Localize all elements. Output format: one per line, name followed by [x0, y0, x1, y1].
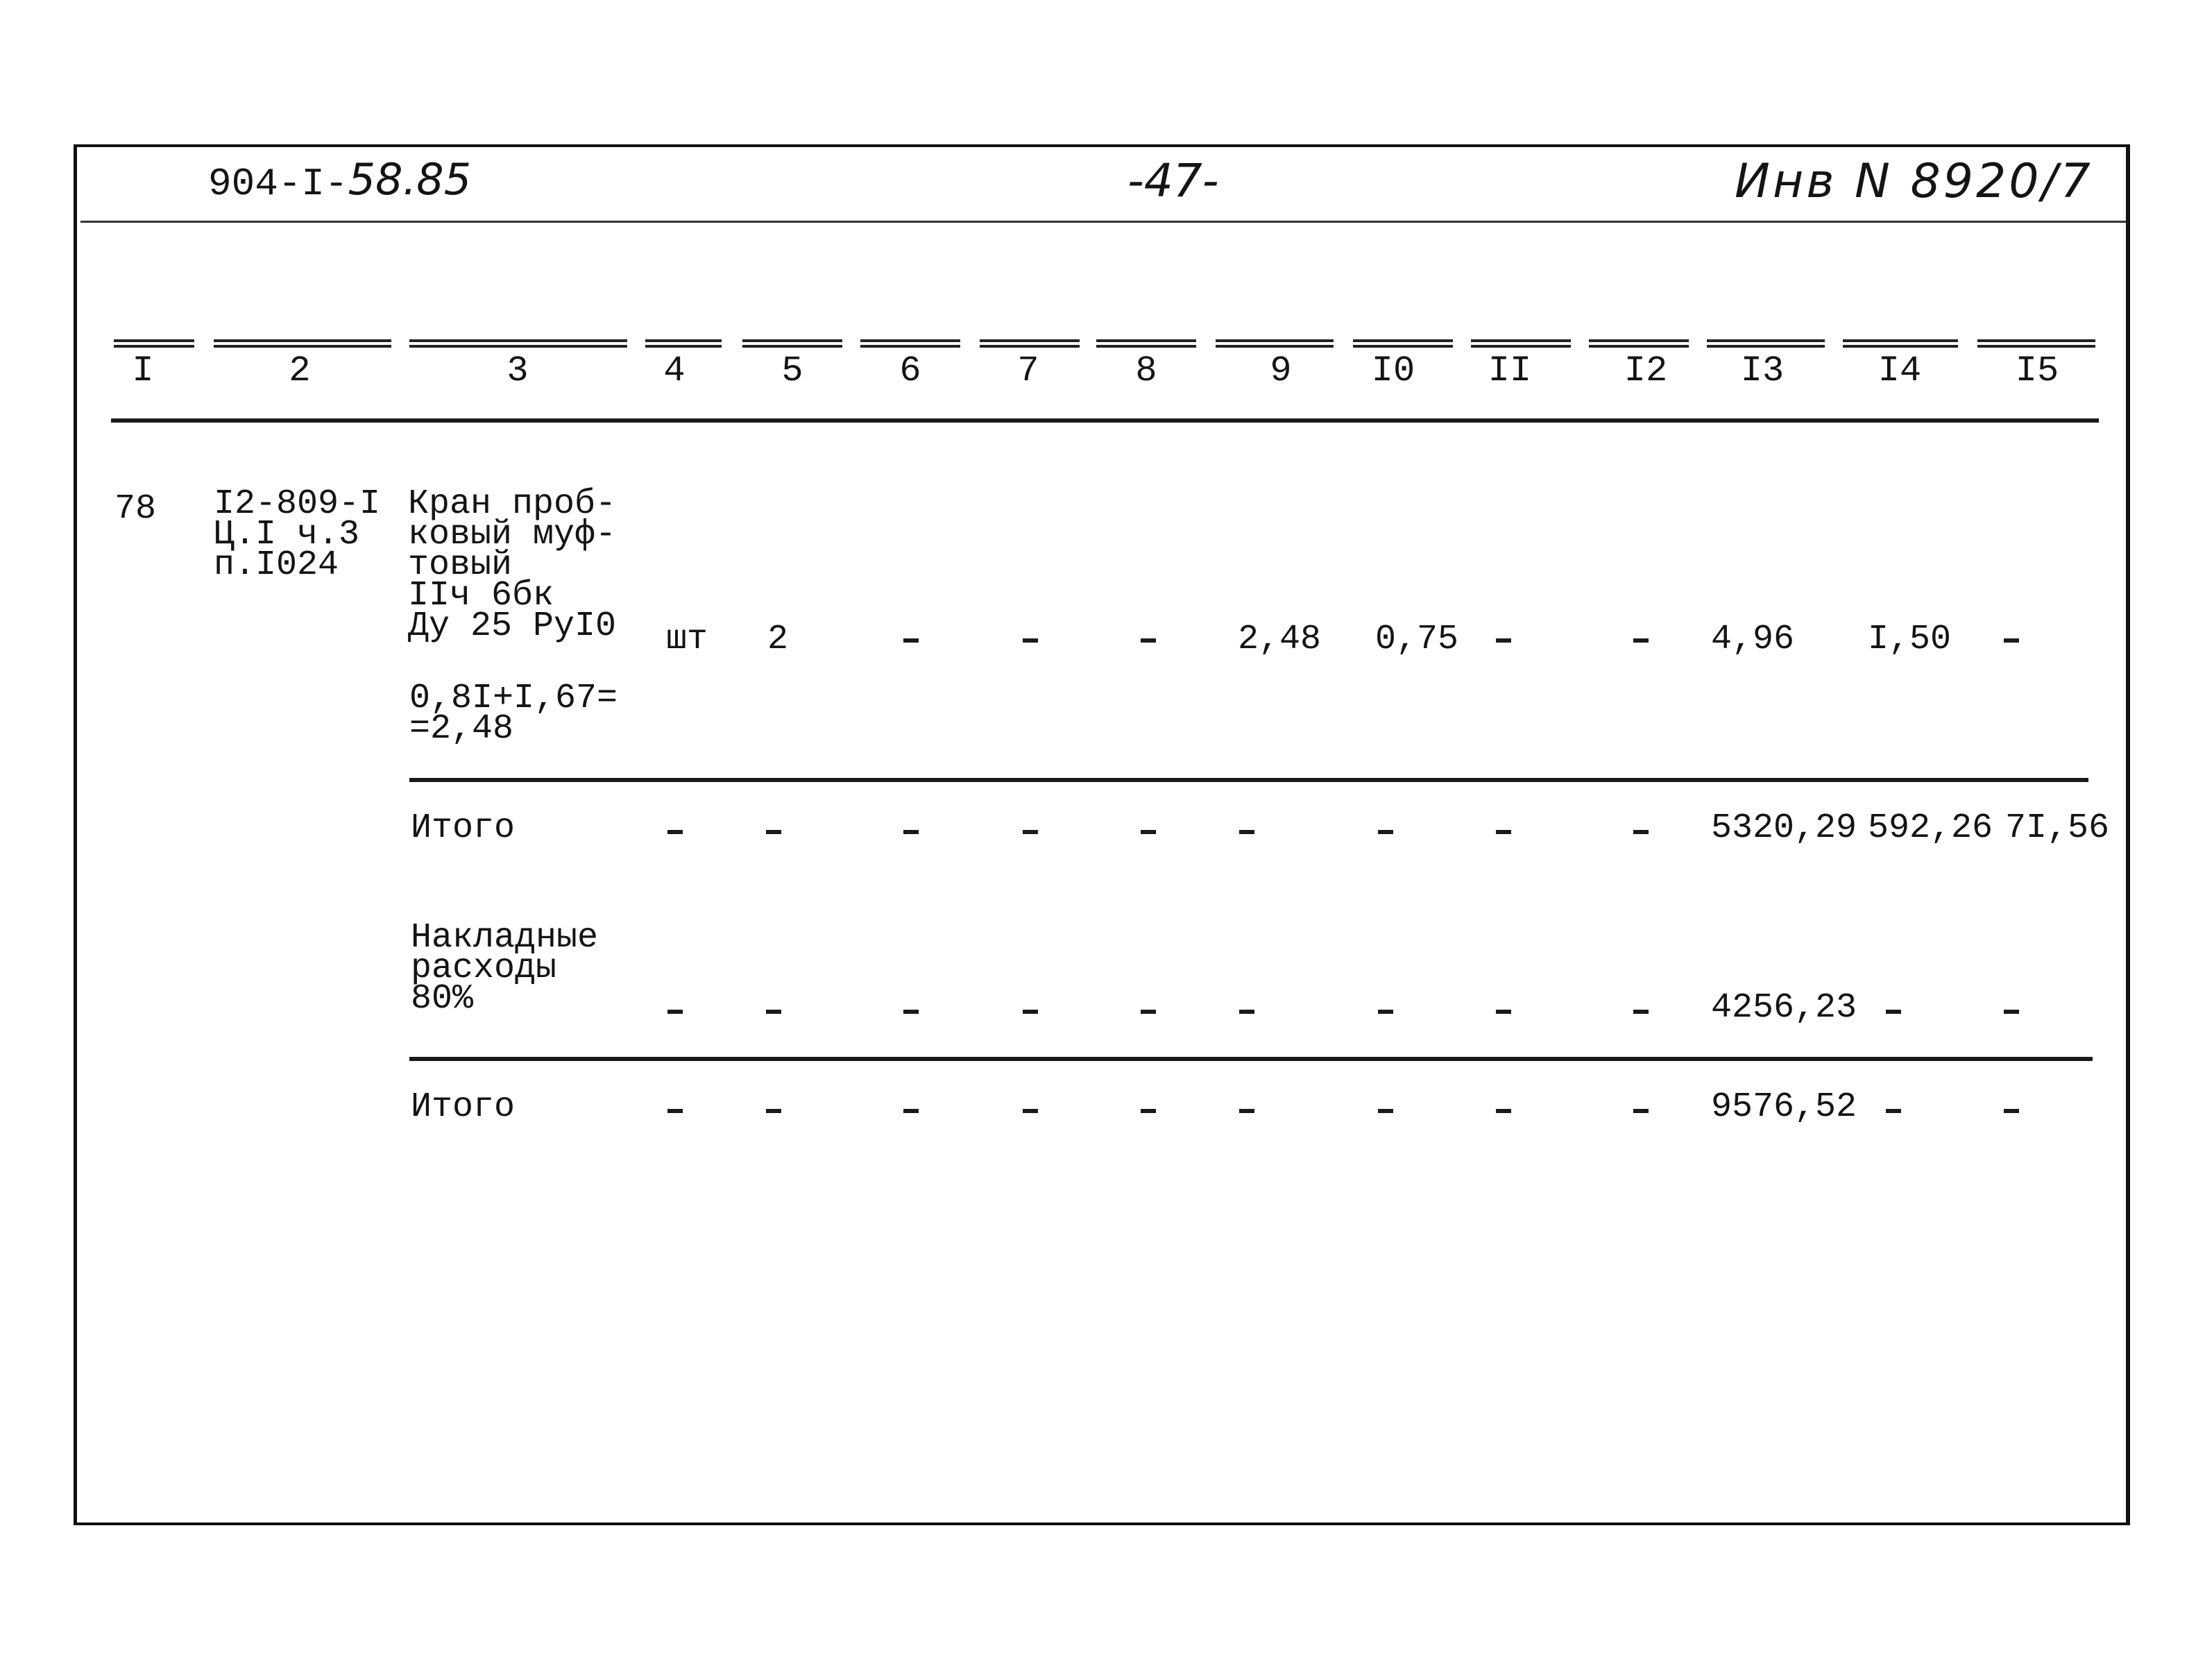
header-dash: [1216, 339, 1334, 348]
overhead-label-line: 80%: [411, 979, 474, 1019]
empty-dash: [1023, 1109, 1038, 1113]
total-label: Итого: [411, 808, 516, 848]
section-rule: [409, 1057, 2093, 1061]
section-rule: [409, 778, 2088, 782]
overhead-col13: 4256,23: [1711, 988, 1857, 1028]
item-code-line: п.I024: [214, 545, 339, 585]
column-number: 5: [781, 350, 803, 391]
column-number: I4: [1878, 350, 1922, 391]
empty-dash: [1496, 830, 1511, 834]
overhead-label-line: расходы: [411, 949, 557, 988]
item-col10: 0,75: [1375, 620, 1459, 659]
column-number: 2: [289, 350, 311, 391]
header-dash: [1843, 339, 1958, 348]
column-number: I3: [1740, 350, 1785, 391]
empty-dash: [1496, 1109, 1511, 1113]
header-dash: [860, 339, 960, 348]
total-col13: 5320,29: [1711, 808, 1857, 848]
empty-dash: [1633, 1109, 1649, 1113]
empty-dash: [766, 830, 781, 834]
item-name-line: IIч 6бк: [408, 576, 554, 616]
empty-dash: [1886, 1010, 1901, 1014]
header-dash: [1471, 339, 1571, 348]
item-quantity: 2: [767, 620, 789, 659]
item-name: [408, 484, 617, 646]
item-name-line: Ду 25 РуI0: [408, 606, 617, 646]
header-dash: [1977, 339, 2095, 348]
empty-dash: [1141, 1109, 1156, 1113]
header-rule: [80, 221, 2126, 223]
header-dash: [409, 339, 627, 348]
item-unit: шт: [666, 620, 708, 659]
inventory-number: Инв N 8920/7: [1735, 154, 2093, 209]
empty-dash: [1886, 1109, 1901, 1113]
item-name-line: Кран проб-: [408, 484, 617, 524]
empty-dash: [1496, 1010, 1511, 1014]
column-number: I0: [1371, 350, 1415, 391]
column-number: I5: [2015, 350, 2059, 391]
total-col14: 592,26: [1868, 808, 1993, 848]
empty-dash: [1633, 830, 1649, 834]
item-code-line: I2-809-I: [214, 484, 381, 524]
header-dash: [645, 339, 722, 348]
empty-dash: [1378, 1109, 1393, 1113]
empty-dash: [667, 1010, 683, 1014]
calculation-line: 0,8I+I,67=: [409, 679, 618, 718]
header-dash: [214, 339, 391, 348]
document-code-typed: 904-I-: [208, 162, 348, 206]
header-dash: [1589, 339, 1689, 348]
header-dash: [114, 339, 194, 348]
column-number: II: [1488, 350, 1532, 391]
header-dash: [1353, 339, 1453, 348]
empty-dash: [1023, 638, 1038, 643]
empty-dash: [2004, 1010, 2019, 1014]
empty-dash: [903, 830, 919, 834]
column-number: 8: [1135, 350, 1157, 391]
header-dash: [742, 339, 842, 348]
empty-dash: [2004, 1109, 2019, 1113]
empty-dash: [1141, 830, 1156, 834]
empty-dash: [903, 1109, 919, 1113]
document-code-handwritten: 58.85: [348, 154, 472, 205]
item-calculation: [409, 679, 618, 749]
empty-dash: [1023, 1010, 1038, 1014]
document-code: [208, 154, 471, 206]
empty-dash: [766, 1010, 781, 1014]
item-name-line: товый: [408, 545, 513, 585]
total-col15: 7I,56: [2005, 808, 2110, 848]
overhead-label-line: Накладные: [411, 918, 599, 958]
empty-dash: [1378, 830, 1393, 834]
grand-total-label: Итого: [411, 1087, 516, 1127]
item-name-line: ковый муф-: [408, 515, 617, 554]
empty-dash: [766, 1109, 781, 1113]
empty-dash: [1141, 1010, 1156, 1014]
empty-dash: [1633, 638, 1649, 643]
item-code-line: Ц.I ч.3: [214, 515, 360, 554]
empty-dash: [1239, 1010, 1254, 1014]
empty-dash: [1239, 830, 1254, 834]
item-col13: 4,96: [1711, 620, 1795, 659]
page-number: -47-: [1127, 154, 1219, 207]
column-number: I: [132, 350, 154, 391]
empty-dash: [1239, 1109, 1254, 1113]
grand-total-col13: 9576,52: [1711, 1087, 1857, 1127]
item-col14: I,50: [1868, 620, 1952, 659]
header-bottom-rule: [111, 418, 2099, 423]
column-number: 3: [506, 350, 529, 391]
item-col9: 2,48: [1238, 620, 1322, 659]
empty-dash: [1023, 830, 1038, 834]
empty-dash: [1141, 638, 1156, 643]
empty-dash: [903, 1010, 919, 1014]
item-code: [214, 484, 381, 585]
header-dash: [1707, 339, 1825, 348]
overhead-label: [411, 918, 599, 1019]
empty-dash: [667, 830, 683, 834]
column-number: 9: [1270, 350, 1292, 391]
empty-dash: [1378, 1010, 1393, 1014]
column-number: 6: [899, 350, 921, 391]
column-number: 4: [663, 350, 686, 391]
empty-dash: [1633, 1010, 1649, 1014]
row-number: 78: [114, 489, 157, 529]
calculation-line: =2,48: [409, 709, 514, 749]
empty-dash: [667, 1109, 683, 1113]
header-dash: [980, 339, 1080, 348]
column-number: 7: [1017, 350, 1039, 391]
empty-dash: [903, 638, 919, 643]
header-dash: [1096, 339, 1196, 348]
empty-dash: [1496, 638, 1511, 643]
empty-dash: [2004, 638, 2019, 643]
column-number: I2: [1624, 350, 1668, 391]
